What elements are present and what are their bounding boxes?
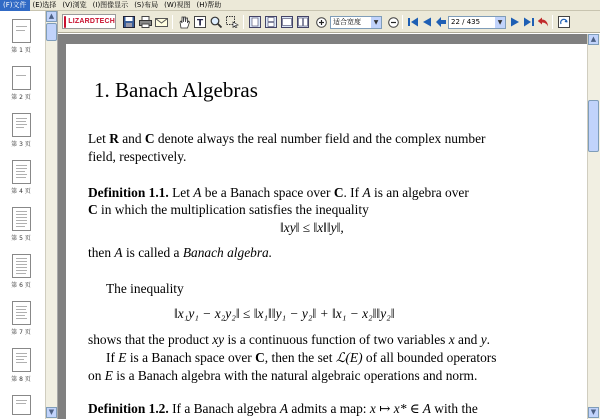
rotate-page-icon[interactable] <box>557 15 571 29</box>
menu-bar <box>0 0 600 11</box>
menu-layout[interactable]: (S)布局 <box>134 0 159 9</box>
menu-help[interactable]: (H)帮助 <box>196 0 222 9</box>
intro-line-2: field, respectively. <box>88 149 187 164</box>
definition-1-1-line-3: then A is called a Banach algebra. <box>88 245 273 260</box>
page-thumbnail-label: 第 6 页 <box>11 282 31 289</box>
two-page-view-icon[interactable] <box>296 15 310 29</box>
page-thumbnail-label: 第 4 页 <box>11 188 31 195</box>
save-icon[interactable] <box>122 15 136 29</box>
page-thumbnail-1[interactable] <box>12 19 31 43</box>
page-number-value: 22 / 435 <box>451 18 481 26</box>
menu-window[interactable]: (W)视图 <box>164 0 191 9</box>
go-back-icon[interactable] <box>536 15 550 29</box>
page-thumbnail-label: 第 8 页 <box>11 376 31 383</box>
menu-view[interactable]: (V)浏览 <box>62 0 87 9</box>
zoom-out-icon[interactable] <box>386 15 400 29</box>
toolbar <box>58 11 600 33</box>
page-number-field[interactable] <box>448 16 506 29</box>
next-page-icon[interactable] <box>508 15 522 29</box>
text-select-icon[interactable] <box>193 15 207 29</box>
svg-text:T: T <box>197 18 204 28</box>
scroll-up-arrow-icon[interactable]: ▲ <box>46 11 57 22</box>
single-page-view-icon[interactable] <box>248 15 262 29</box>
thumbnail-scrollbar[interactable] <box>45 11 57 419</box>
page-thumbnail-2[interactable] <box>12 66 31 90</box>
scroll-up-arrow-icon[interactable]: ▲ <box>588 34 599 45</box>
equation-norm-inequality: ‖xy‖ ≤ ‖x‖‖y‖, <box>280 220 344 235</box>
paragraph-line-6: on E is a Banach algebra with the natural algebraic operations and norm. <box>88 368 478 383</box>
menu-file[interactable]: (F)文件 <box>0 0 30 11</box>
document-scrollbar[interactable] <box>587 34 600 419</box>
menu-image-display[interactable]: (I)图像显示 <box>92 0 129 9</box>
print-icon[interactable] <box>138 15 152 29</box>
zoom-magnifier-icon[interactable] <box>209 15 223 29</box>
page-thumbnail-5[interactable] <box>12 207 31 231</box>
equation-product-continuity: ‖x₁y₁ − x₂y₂‖ ≤ ‖x₁‖‖y₁ − y₂‖ + ‖x₁ − x₂‖‖y₂‖ <box>174 306 395 321</box>
previous-page-icon[interactable] <box>420 15 434 29</box>
inequality-intro: The inequality <box>106 281 184 296</box>
document-page <box>66 44 587 419</box>
continuous-view-icon[interactable] <box>264 15 278 29</box>
fit-width-view-icon[interactable] <box>280 15 294 29</box>
zoom-level-select[interactable] <box>330 16 382 29</box>
intro-line-1: Let R and C denote always the real number field and the complex number <box>88 131 486 146</box>
page-thumbnail-7[interactable] <box>12 301 31 325</box>
zoom-level-value: 适合宽度 <box>333 18 361 26</box>
paragraph-line-5: If E is a Banach space over C, then the set ℒ(E) of all bounded operators <box>106 350 497 365</box>
scroll-down-arrow-icon[interactable]: ▼ <box>588 407 599 418</box>
dropdown-arrow-icon[interactable]: ▼ <box>495 17 505 28</box>
paragraph-line-4: shows that the product xy is a continuous function of two variables x and y. <box>88 332 491 347</box>
scroll-down-arrow-icon[interactable]: ▼ <box>46 407 57 418</box>
lizardtech-logo <box>62 14 116 29</box>
hand-pan-icon[interactable] <box>177 15 191 29</box>
last-page-icon[interactable] <box>522 15 536 29</box>
thumbnail-panel <box>0 11 58 419</box>
previous-screen-icon[interactable] <box>434 15 448 29</box>
first-page-icon[interactable] <box>406 15 420 29</box>
page-thumbnail-4[interactable] <box>12 160 31 184</box>
page-thumbnail-label: 第 1 页 <box>11 47 31 54</box>
page-thumbnail-9[interactable] <box>12 395 31 415</box>
page-thumbnail-6[interactable] <box>12 254 31 278</box>
page-thumbnail-label: 第 7 页 <box>11 329 31 336</box>
zoom-in-icon[interactable] <box>314 15 328 29</box>
definition-1-1-line-1: Definition 1.1. Let A be a Banach space over C. If A is an algebra over <box>88 185 469 200</box>
lizard-logo-icon <box>64 16 66 28</box>
page-thumbnail-8[interactable] <box>12 348 31 372</box>
page-thumbnail-label: 第 2 页 <box>11 94 31 101</box>
logo-text: LIZARDTECH <box>68 18 115 25</box>
definition-1-1-line-2: C in which the multiplication satisfies the inequality <box>88 202 369 217</box>
select-region-icon[interactable] <box>225 15 239 29</box>
dropdown-arrow-icon[interactable]: ▼ <box>371 17 381 28</box>
page-thumbnail-3[interactable] <box>12 113 31 137</box>
scrollbar-thumb[interactable] <box>588 100 599 152</box>
section-heading: 1. Banach Algebras <box>94 78 258 102</box>
email-icon[interactable] <box>154 15 168 29</box>
definition-1-2-line-1: Definition 1.2. If a Banach algebra A admits a map: x ↦ x* ∈ A with the <box>88 401 478 416</box>
page-thumbnail-label: 第 5 页 <box>11 235 31 242</box>
document-viewport[interactable] <box>58 34 587 419</box>
menu-select[interactable]: (E)选择 <box>32 0 57 9</box>
page-thumbnail-label: 第 3 页 <box>11 141 31 148</box>
scrollbar-thumb[interactable] <box>46 23 57 41</box>
